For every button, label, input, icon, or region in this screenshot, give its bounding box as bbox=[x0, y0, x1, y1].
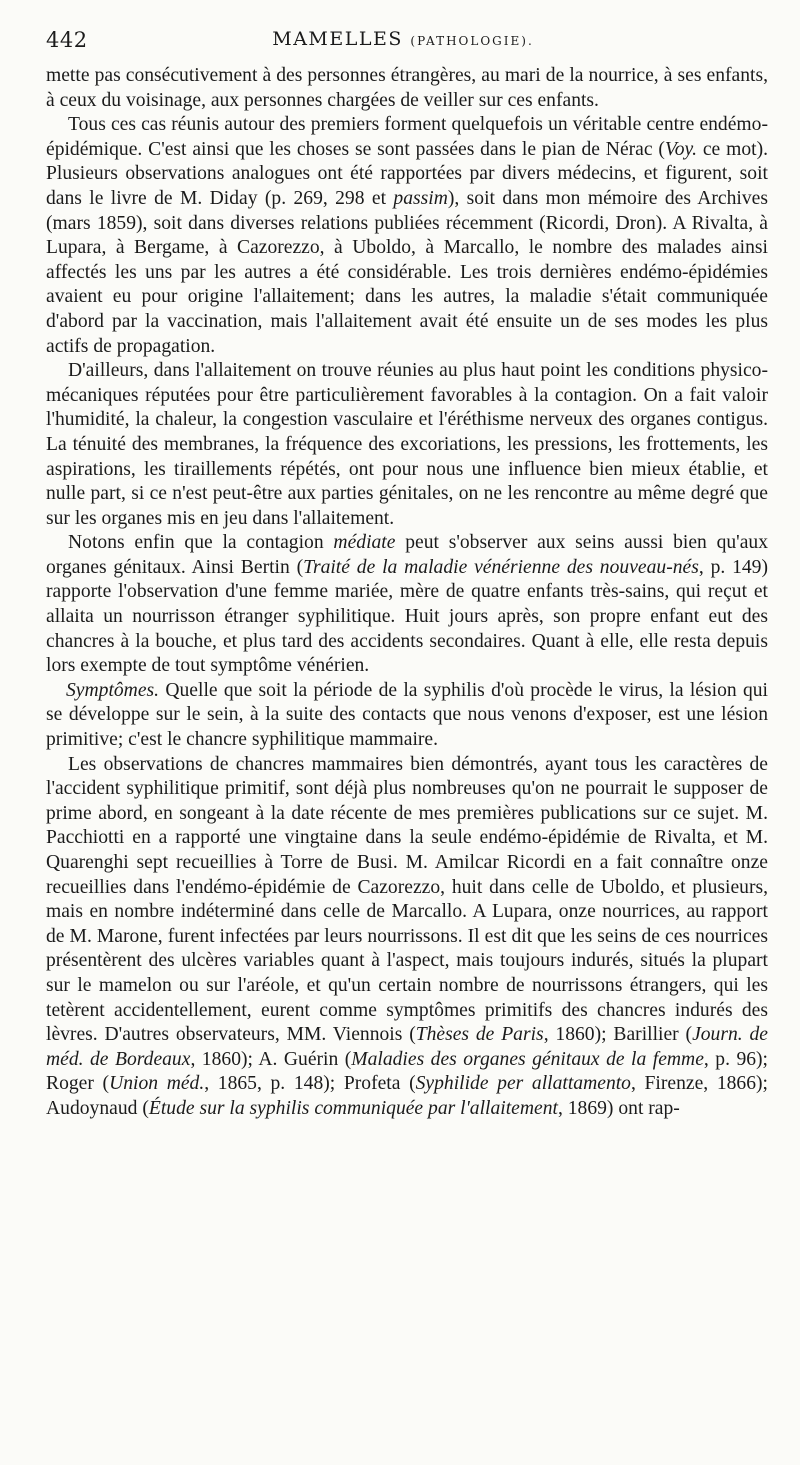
page-number: 442 bbox=[46, 28, 88, 52]
italic-run: Thèses de Paris bbox=[415, 1024, 544, 1046]
running-title-sub: (PATHOLOGIE). bbox=[410, 34, 534, 48]
italic-run: médiate bbox=[333, 532, 396, 554]
text-run: Quelle que soit la période de la syphilis d'où procède le virus, la lésion qui se développe sur le sein, à la suite des contacts que nous venons d'exposer, est une lésion primitive; c'est le chancre syphilitique mammaire. bbox=[46, 679, 768, 751]
body-text bbox=[46, 64, 768, 1122]
text-run: , 1865, p. 148); Profeta ( bbox=[204, 1073, 416, 1095]
text-run: , p. 96); Roger ( bbox=[46, 1048, 769, 1095]
text-run: Notons enfin que la contagion bbox=[68, 532, 334, 554]
text-run: Tous ces cas réunis autour des premiers forment quelquefois un véritable centre endémo-épidémique. C'est ainsi que les choses se sont passées dans le pian de Nérac ( bbox=[46, 114, 768, 160]
italic-run: Journ. de méd. de Bordeaux bbox=[46, 1024, 769, 1070]
text-run: , 1869) ont rap- bbox=[557, 1097, 680, 1119]
text-run: Les observations de chancres mammaires bien démontrés, ayant tous les caractères de l'accident syphilitique primitif, sont déjà plus nombreuses qu'on ne pourrait le supposer de prime abord, en songeant à la date récente de mes premières publications sur ce sujet. M. Pacchiotti en a rapporté une vingtaine dans la seule endémo-épidémie de Rivalta, et M. Quarenghi sept recueillies à Torre de Busi. M. Amilcar Ricordi en a fait connaître onze recueillies dans l'endémo-épidémie de Cazorezzo, huit dans celle de Uboldo, et plusieurs, mais en nombre indéterminé dans celle de Marcallo. A Lupara, onze nourrices, au rapport de M. Marone, furent infectées par leurs nourrissons. Il est dit que les seins de ces nourrices présentèrent des ulcères variables quant à l'aspect, mais toujours indurés, situés la plupart sur le mamelon ou sur l'aréole, et qu'un certain nombre de nourrissons étrangers, qui les tetèrent accidentellement, eurent comme symptômes primitifs des chancres indurés des lèvres. D'autres observateurs, MM. Viennois ( bbox=[46, 753, 768, 1046]
italic-run: Maladies des organes génitaux de la femme bbox=[351, 1048, 704, 1070]
text-run: , 1860); A. Guérin ( bbox=[190, 1048, 352, 1070]
text-run: ), soit dans mon mémoire des Archives (mars 1859), soit dans diverses relations publiées récemment (Ricordi, Dron). A Rivalta, à Lupara, à Bergame, à Cazorezzo, à Uboldo, à Marcallo, le nombre des malades ainsi affectés les uns par les autres a été considérable. Les trois dernières endémo-épidémies avaient eu pour origine l'allaitement; dans les autres, la maladie s'était communiquée d'abord par la vaccination, mais l'allaitement avait été ensuite un de ses modes les plus actifs de propagation. bbox=[46, 187, 768, 357]
italic-run: Traité de la maladie vénérienne des nouveau-nés bbox=[303, 556, 699, 578]
paragraph-symptomes bbox=[46, 679, 768, 753]
paragraph-text: mette pas consécutivement à des personnes étrangères, au mari de la nourrice, à ses enfants, à ceux du voisinage, aux personnes chargées de veiller sur ces enfants. bbox=[46, 65, 768, 111]
paragraph-endemo-epidemic bbox=[46, 113, 768, 359]
paragraph-allaitement bbox=[46, 359, 768, 531]
text-run: ce mot). Plusieurs observations analogues ont été rapportées par divers médecins, et figurent, soit dans le livre de M. Diday (p. 269, 298 et bbox=[46, 138, 768, 209]
running-title bbox=[46, 28, 760, 50]
text-run: peut s'observer aux seins aussi bien qu'aux organes génitaux. Ainsi Bertin ( bbox=[46, 532, 769, 578]
paragraph-continuation bbox=[46, 64, 768, 113]
text-run: , Firenze, 1866); Audoynaud ( bbox=[46, 1073, 768, 1119]
text-run: , 1860); Barillier ( bbox=[543, 1024, 693, 1046]
running-head bbox=[46, 26, 760, 56]
paragraph-observations bbox=[46, 753, 768, 1122]
italic-run: Étude sur la syphilis communiquée par l'allaitement bbox=[148, 1097, 558, 1119]
paragraph-text: D'ailleurs, dans l'allaitement on trouve réunies au plus haut point les conditions physico-mécaniques réputées pour être particulièrement favorables à la contagion. On a fait valoir l'humidité, la chaleur, la congestion vasculaire et l'éréthisme nerveux des organes contigus. La ténuité des membranes, la fréquence des excoriations, les pressions, les frottements, les aspirations, les tiraillements répétés, ont pour nous une influence bien mieux établie, et nulle part, si ce n'est peut-être aux parties génitales, on ne les rencontre au même degré que sur les organes mis en jeu dans l'allaitement. bbox=[46, 360, 768, 529]
italic-run: Voy. bbox=[664, 138, 698, 160]
paragraph-contagion-mediate bbox=[46, 531, 768, 679]
italic-run: passim bbox=[393, 187, 448, 209]
section-heading-symptomes: Symptômes. bbox=[66, 679, 160, 701]
italic-run: Union méd. bbox=[109, 1073, 205, 1095]
italic-run: Syphilide per allattamento bbox=[415, 1073, 631, 1095]
running-title-main: MAMELLES bbox=[272, 28, 403, 50]
text-run: , p. 149) rapporte l'observation d'une femme mariée, mère de quatre enfants très-sains, qui reçut et allaita un nourrisson étranger syphilitique. Huit jours après, son propre enfant eut des chancres à la bouche, et plus tard des accidents secondaires. Quant à elle, elle resta depuis lors exempte de tout symptôme vénérien. bbox=[46, 556, 769, 677]
